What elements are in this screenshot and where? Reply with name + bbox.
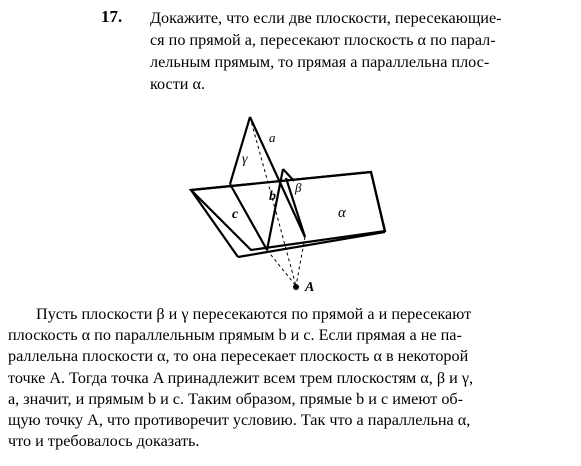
solution-line: a, значит, и прямым b и c. Таким образом, прямые b и c имеют об- [8, 389, 464, 408]
problem-line: кости α. [150, 75, 206, 93]
solution-line: щую точку A, что противоречит условию. Так что a параллельна α, [8, 411, 471, 430]
label-gamma: γ [242, 152, 248, 167]
problem-line: Докажите, что если две плоскости, пересекающие- [150, 9, 502, 27]
label-beta: β [295, 180, 302, 195]
solution-line: точке A. Тогда точка A принадлежит всем трем плоскостям α, β и γ, [8, 368, 474, 387]
problem-line: лельным прямым, то прямая a параллельна плос- [150, 53, 490, 71]
planes-figure [188, 112, 388, 297]
point-A [293, 284, 299, 290]
label-alpha: α [338, 205, 346, 221]
problem-statement [110, 7, 572, 95]
solution-block [8, 304, 568, 452]
solution-line: что и требовалось доказать. [8, 432, 200, 451]
solution-line: Пусть плоскости β и γ пересекаются по прямой a и пересекают [36, 305, 472, 323]
alpha-left-edge [191, 190, 238, 257]
solution-line: раллельна плоскости α, то она пересекает плоскость α в некоторой [8, 347, 469, 366]
label-b: b [269, 189, 276, 204]
label-A: A [305, 280, 315, 295]
alpha-right-edge [371, 172, 385, 232]
solution-line: плоскость α по параллельным прямым b и c. Если прямая a не па- [8, 326, 462, 345]
label-a: a [269, 130, 276, 145]
problem-block [101, 7, 572, 95]
problem-number: 17. [101, 7, 123, 26]
problem-line: ся по прямой a, пересекают плоскость α по парал- [150, 31, 496, 49]
planes-diagram [188, 112, 388, 297]
gamma-top-edge [230, 117, 250, 184]
label-c: c [232, 207, 239, 222]
hidden-line-c [267, 250, 296, 286]
